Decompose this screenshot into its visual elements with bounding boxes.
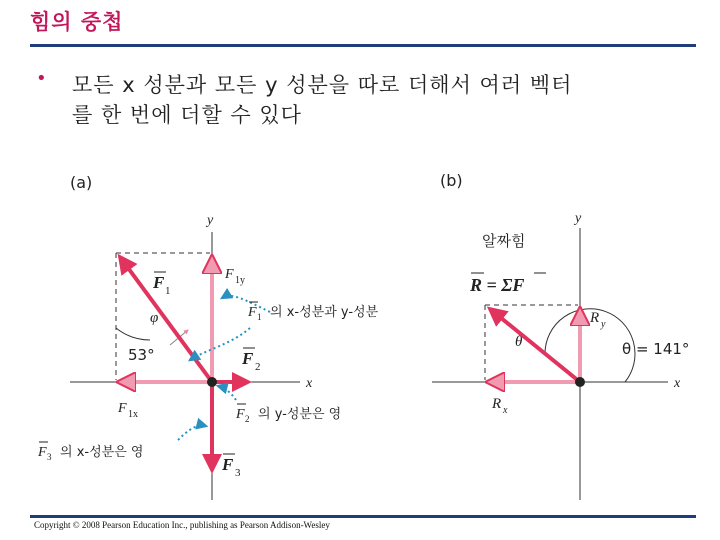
panel-a-x-label: x [306, 376, 313, 391]
svg-text:3: 3 [47, 452, 52, 462]
svg-text:1: 1 [165, 285, 171, 297]
svg-text:F: F [153, 273, 165, 292]
panel-a-annotation-arrow-f3 [178, 426, 206, 440]
svg-text:2: 2 [245, 414, 250, 424]
panel-a-f1-label [152, 272, 171, 297]
svg-text:F: F [225, 267, 234, 282]
svg-text:2: 2 [255, 361, 261, 373]
bullet-line-2: 를 한 번에 더할 수 있다 [72, 103, 302, 127]
bullet-line-1: 모든 x 성분과 모든 y 성분을 따로 더해서 여러 벡터 [72, 73, 573, 97]
svg-text:F: F [242, 349, 254, 368]
panel-a-annotation-arrow-f1x [190, 328, 250, 360]
panel-a-annotation-arrow-f2 [218, 386, 236, 400]
svg-text:의 x-성분은 영: 의 x-성분은 영 [60, 445, 144, 460]
panel-a-annotation-arrow-f1y [222, 296, 270, 312]
panel-b-x-label: x [674, 376, 681, 391]
svg-text:R: R [492, 396, 502, 412]
copyright-text: Copyright © 2008 Pearson Education Inc., publishing as Pearson Addison-Wesley [34, 520, 330, 530]
panel-a-f2-label [241, 348, 261, 373]
panel-b-angle-label: θ = 141° [622, 340, 690, 358]
panel-b-label: (b) [440, 171, 463, 190]
svg-text:3: 3 [235, 467, 241, 479]
svg-text:F: F [236, 407, 245, 422]
svg-text:1x: 1x [128, 409, 138, 420]
panel-a-phi-symbol: φ [150, 310, 159, 326]
panel-b-y-label: y [575, 211, 582, 226]
svg-text:R = ΣF: R = ΣF [470, 275, 525, 295]
svg-text:1: 1 [257, 312, 262, 322]
panel-a-angle-label: 53° [128, 346, 155, 364]
panel-a-annotation-f3 [37, 442, 143, 462]
svg-text:F: F [38, 445, 47, 460]
slide-title: 힘의 중첩 [30, 10, 124, 34]
svg-text:1y: 1y [235, 275, 245, 286]
svg-text:F: F [118, 401, 127, 416]
panel-b-origin [575, 377, 585, 387]
panel-b-r-vector [490, 309, 580, 382]
panel-b-ry-label [589, 310, 606, 330]
panel-a-label: (a) [70, 173, 93, 192]
svg-text:의 y-성분은 영: 의 y-성분은 영 [258, 407, 342, 422]
svg-text:F: F [222, 455, 234, 474]
panel-b-r-equation [469, 273, 546, 295]
panel-a-annotation-f2 [235, 404, 341, 424]
panel-a-f1y-label [224, 267, 245, 286]
panel-b-rx-label [491, 396, 508, 416]
panel-a-annotation-f1 [247, 302, 379, 322]
svg-text:x: x [503, 405, 508, 416]
svg-text:F: F [248, 305, 257, 320]
panel-b-caption: 알짜힘 [482, 232, 526, 250]
panel-a-origin [207, 377, 217, 387]
bullet-marker: • [36, 68, 47, 89]
panel-a-angle-arc [116, 328, 150, 340]
footer-divider [30, 515, 696, 518]
panel-a-y-label: y [207, 213, 214, 228]
svg-text:의 x-성분과 y-성분: 의 x-성분과 y-성분 [270, 305, 379, 320]
panel-a-f1x-label [117, 401, 138, 420]
panel-a-f3-label [221, 454, 241, 479]
svg-text:R: R [590, 310, 600, 326]
svg-text:y: y [601, 319, 606, 330]
panel-b-theta-symbol: θ [515, 334, 523, 350]
